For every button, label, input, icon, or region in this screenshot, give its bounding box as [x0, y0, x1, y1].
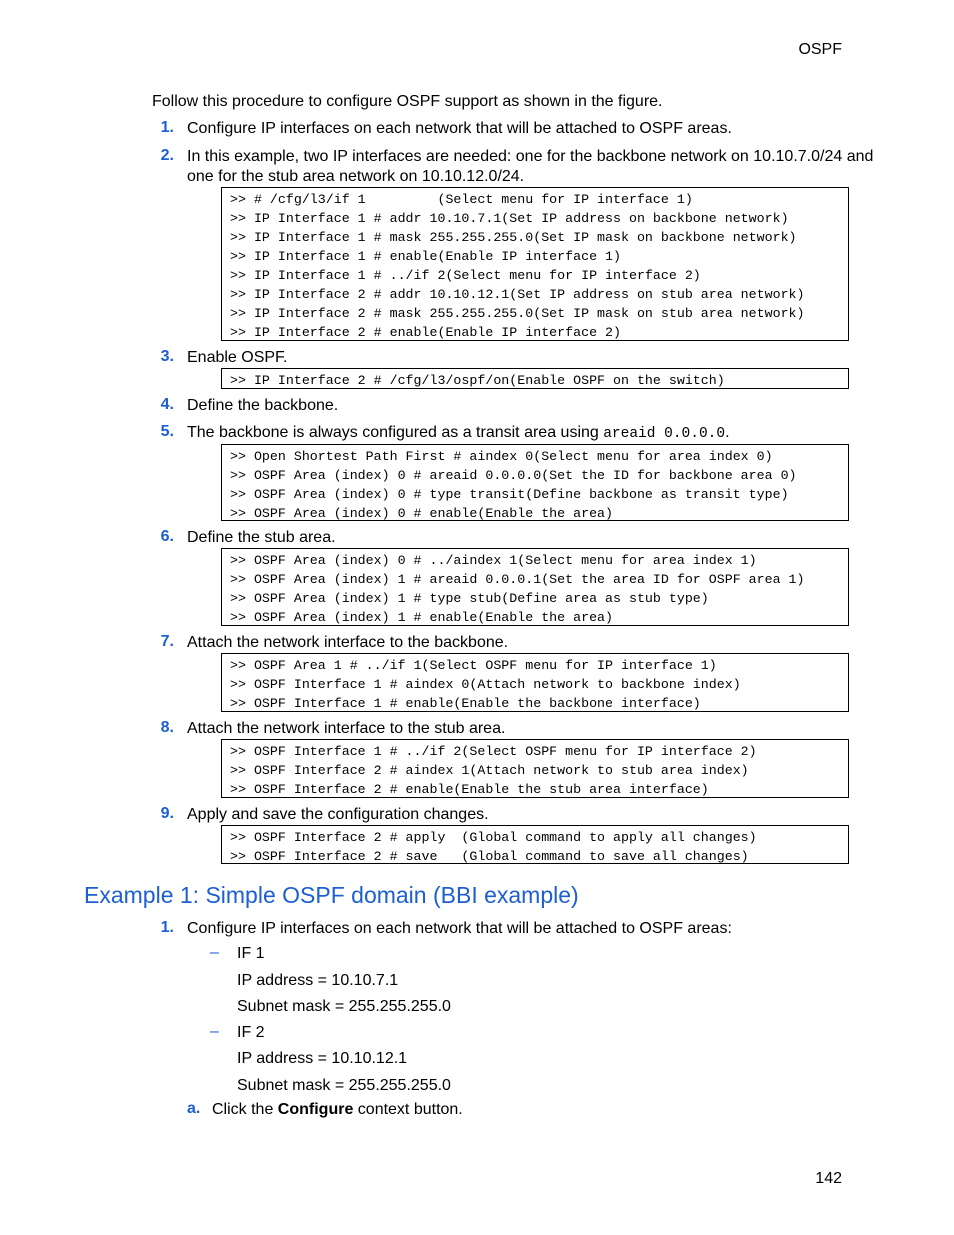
step-text: In this example, two IP interfaces are needed: one for the backbone network on 10.10.7.0/24 and	[187, 148, 874, 165]
step-text: Enable OSPF.	[187, 349, 288, 366]
code-block	[221, 653, 849, 712]
dash-bullet: –	[210, 944, 219, 961]
step-number: 1.	[160, 119, 174, 136]
code-block	[221, 548, 849, 626]
code-line: >> OSPF Interface 1 # enable(Enable the backbone interface)	[230, 696, 701, 711]
interface-name: IF 2	[237, 1024, 265, 1041]
page-number: 142	[815, 1170, 842, 1187]
code-line: >> OSPF Area (index) 1 # type stub(Define area as stub type)	[230, 591, 709, 606]
step-number: 4.	[160, 396, 174, 413]
ip-address: IP address = 10.10.12.1	[237, 1050, 408, 1067]
intro-text: Follow this procedure to configure OSPF support as shown in the figure.	[152, 93, 663, 110]
step-number: 2.	[160, 147, 174, 164]
section-heading: Example 1: Simple OSPF domain (BBI example)	[84, 882, 579, 908]
code-line: >> IP Interface 1 # mask 255.255.255.0(Set IP mask on backbone network)	[230, 230, 797, 245]
code-line: >> OSPF Interface 2 # save (Global command to save all changes)	[230, 849, 749, 864]
step-text: Configure IP interfaces on each network that will be attached to OSPF areas.	[187, 120, 732, 137]
code-block	[221, 368, 849, 389]
step-text: Define the backbone.	[187, 397, 339, 414]
step-text: one for the stub area network on 10.10.12.0/24.	[187, 168, 525, 185]
step-number: 5.	[160, 423, 174, 440]
step-number: 6.	[160, 528, 174, 545]
code-line: >> OSPF Interface 2 # apply (Global command to apply all changes)	[230, 830, 757, 845]
inline-code: areaid 0.0.0.0	[603, 426, 726, 442]
code-line: >> OSPF Area (index) 0 # type transit(Define backbone as transit type)	[230, 487, 789, 502]
ip-address: IP address = 10.10.7.1	[237, 972, 399, 989]
code-line: >> IP Interface 2 # enable(Enable IP interface 2)	[230, 325, 621, 340]
code-line: >> IP Interface 2 # addr 10.10.12.1(Set IP address on stub area network)	[230, 287, 805, 302]
step-number: 3.	[160, 348, 174, 365]
dash-bullet: –	[210, 1023, 219, 1040]
code-line: >> OSPF Area (index) 1 # areaid 0.0.0.1(Set the area ID for OSPF area 1)	[230, 572, 805, 587]
code-line: >> IP Interface 2 # mask 255.255.255.0(Set IP mask on stub area network)	[230, 306, 805, 321]
code-line: >> IP Interface 1 # ../if 2(Select menu for IP interface 2)	[230, 268, 701, 283]
step-number: 9.	[160, 805, 174, 822]
step-number: 7.	[160, 633, 174, 650]
step-text	[187, 423, 730, 444]
code-line: >> Open Shortest Path First # aindex 0(Select menu for area index 0)	[230, 449, 773, 464]
code-block	[221, 739, 849, 798]
configure-label: Configure	[277, 1101, 354, 1118]
code-line: >> OSPF Area (index) 1 # enable(Enable the area)	[230, 610, 614, 625]
step-text: Define the stub area.	[187, 529, 336, 546]
code-line: >> OSPF Area (index) 0 # enable(Enable the area)	[230, 506, 614, 521]
code-line: >> OSPF Interface 2 # aindex 1(Attach network to stub area index)	[230, 763, 749, 778]
code-line: >> OSPF Area (index) 0 # areaid 0.0.0.0(Set the ID for backbone area 0)	[230, 468, 797, 483]
code-line: >> OSPF Interface 1 # aindex 0(Attach network to backbone index)	[230, 677, 741, 692]
code-block	[221, 444, 849, 521]
step-text: Attach the network interface to the stub area.	[187, 720, 506, 737]
substep-letter: a.	[187, 1100, 201, 1117]
subnet-mask: Subnet mask = 255.255.255.0	[237, 1077, 451, 1094]
code-block	[221, 187, 849, 341]
substep-text	[212, 1100, 463, 1120]
code-line: >> OSPF Interface 1 # ../if 2(Select OSPF menu for IP interface 2)	[230, 744, 757, 759]
code-line: >> # /cfg/l3/if 1 (Select menu for IP interface 1)	[230, 192, 693, 207]
step-text: Attach the network interface to the backbone.	[187, 634, 509, 651]
substep-text-part: Click the	[212, 1101, 278, 1118]
code-block	[221, 825, 849, 864]
code-line: >> IP Interface 2 # /cfg/l3/ospf/on(Enable OSPF on the switch)	[230, 373, 725, 388]
chapter-header: OSPF	[798, 41, 842, 58]
code-line: >> IP Interface 1 # enable(Enable IP interface 1)	[230, 249, 621, 264]
interface-name: IF 1	[237, 945, 265, 962]
subnet-mask: Subnet mask = 255.255.255.0	[237, 998, 451, 1015]
step-number: 8.	[160, 719, 174, 736]
step-text: Apply and save the configuration changes.	[187, 806, 489, 823]
step-number: 1.	[160, 919, 174, 936]
code-line: >> OSPF Interface 2 # enable(Enable the stub area interface)	[230, 782, 709, 797]
step-text-part: .	[725, 424, 730, 441]
code-line: >> OSPF Area 1 # ../if 1(Select OSPF menu for IP interface 1)	[230, 658, 717, 673]
substep-text-part: context button.	[353, 1101, 463, 1118]
code-line: >> OSPF Area (index) 0 # ../aindex 1(Select menu for area index 1)	[230, 553, 757, 568]
step-text: Configure IP interfaces on each network that will be attached to OSPF areas:	[187, 920, 732, 937]
code-line: >> IP Interface 1 # addr 10.10.7.1(Set IP address on backbone network)	[230, 211, 789, 226]
step-text-part: The backbone is always configured as a transit area using	[187, 424, 604, 441]
